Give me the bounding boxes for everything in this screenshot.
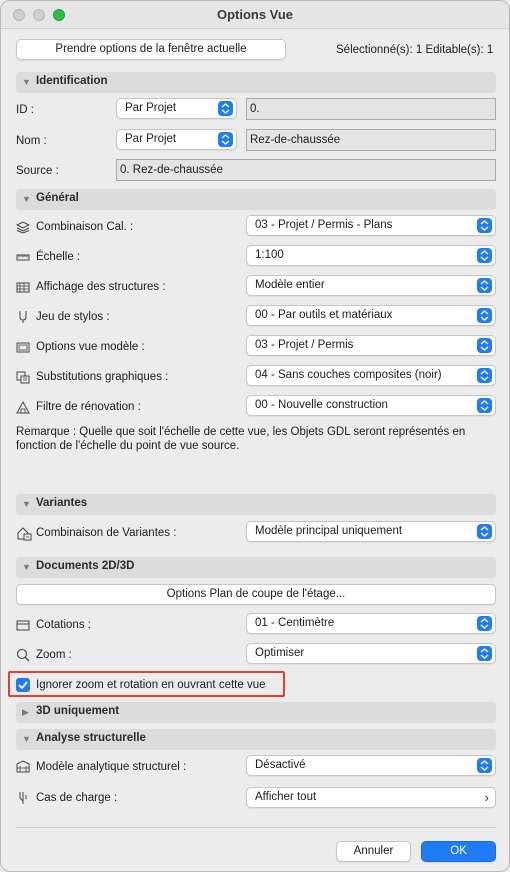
id-mode-value: Par Projet [125,102,177,114]
combinaison-variantes-select[interactable] [246,521,496,542]
up-down-stepper-icon [477,616,492,631]
graphic-override-icon [16,370,30,384]
section-3d-only[interactable] [16,702,496,723]
jeu-stylos-select[interactable] [246,305,496,326]
options-vue-modele-value: 03 - Projet / Permis [255,339,354,351]
zoom-select[interactable] [246,643,496,664]
up-down-stepper-icon [477,368,492,383]
echelle-value: 1:100 [255,249,284,261]
zoom-label: Zoom : [36,649,72,661]
substitutions-graphiques-value: 04 - Sans couches composites (noir) [255,369,442,381]
gdl-scale-remark: Remarque : Quelle que soit l'échelle de cette vue, les Objets GDL seront représentés en fonction de l'échelle du point de vue source. [16,426,466,452]
section-variantes[interactable] [16,494,496,515]
zoom-value: Optimiser [255,647,305,659]
source-value-field: 0. Rez-de-chaussée [116,159,496,181]
checkmark-icon [16,678,30,692]
affichage-structures-value: Modèle entier [255,279,325,291]
section-title: Général [36,192,79,204]
section-title: Variantes [36,497,88,509]
echelle-label: Échelle : [36,251,81,263]
analytic-model-value: Désactivé [255,759,306,771]
filtre-renovation-value: 00 - Nouvelle construction [255,399,388,411]
layers-icon [16,220,30,234]
up-down-stepper-icon [477,248,492,263]
ignore-zoom-checkbox[interactable] [16,678,30,692]
window-title: Options Vue [216,7,294,22]
name-label: Nom : [16,135,47,147]
chevron-right-icon: › [484,790,489,805]
pen-icon [16,310,30,324]
section-documents[interactable] [16,557,496,578]
up-down-stepper-icon [218,132,233,147]
cut-plane-options-button[interactable]: Options Plan de coupe de l'étage... [16,584,496,605]
section-title: Identification [36,75,108,87]
up-down-stepper-icon [477,758,492,773]
source-label: Source : [16,165,59,177]
disclosure-open-icon: ▼ [22,194,31,204]
ok-button[interactable]: OK [421,841,496,862]
take-window-options-button[interactable]: Prendre options de la fenêtre actuelle [16,39,286,60]
cotations-select[interactable] [246,613,496,634]
options-vue-modele-label: Options vue modèle : [36,341,145,353]
up-down-stepper-icon [477,398,492,413]
structure-icon [16,280,30,294]
cotations-label: Cotations : [36,619,91,631]
up-down-stepper-icon [477,218,492,233]
filtre-renovation-select[interactable] [246,395,496,416]
ignore-zoom-label: Ignorer zoom et rotation en ouvrant cette vue [36,679,266,691]
footer-divider [16,827,496,828]
affichage-structures-label: Affichage des structures : [36,281,166,293]
affichage-structures-select[interactable] [246,275,496,296]
up-down-stepper-icon [218,101,233,116]
combinaison-cal-select[interactable] [246,215,496,236]
disclosure-open-icon: ▼ [22,77,31,87]
up-down-stepper-icon [477,524,492,539]
up-down-stepper-icon [477,278,492,293]
section-identification[interactable] [16,72,496,93]
up-down-stepper-icon [477,338,492,353]
substitutions-graphiques-label: Substitutions graphiques : [36,371,169,383]
disclosure-open-icon: ▼ [22,734,31,744]
up-down-stepper-icon [477,646,492,661]
load-case-button[interactable] [246,787,496,808]
section-structural[interactable] [16,729,496,750]
title-bar [1,1,509,29]
combinaison-cal-label: Combinaison Cal. : [36,221,134,233]
cancel-button[interactable]: Annuler [336,841,411,862]
jeu-stylos-label: Jeu de stylos : [36,311,110,323]
id-mode-select[interactable] [116,98,237,119]
dimension-icon [16,618,30,632]
echelle-select[interactable] [246,245,496,266]
disclosure-open-icon: ▼ [22,562,31,572]
zoom-icon [16,648,30,662]
analytic-model-select[interactable] [246,755,496,776]
ruler-icon [16,250,30,264]
renovation-icon [16,400,30,414]
disclosure-open-icon: ▼ [22,499,31,509]
model-view-icon [16,340,30,354]
options-vue-modele-select[interactable] [246,335,496,356]
structural-model-icon [16,760,30,774]
name-mode-value: Par Projet [125,133,177,145]
cotations-value: 01 - Centimètre [255,617,335,629]
id-label: ID : [16,104,34,116]
load-case-icon [16,791,30,805]
section-general[interactable] [16,189,496,210]
analytic-model-label: Modèle analytique structurel : [36,761,187,773]
filtre-renovation-label: Filtre de rénovation : [36,401,141,413]
disclosure-closed-icon: ▶ [22,707,29,717]
combinaison-cal-value: 03 - Projet / Permis - Plans [255,219,393,231]
combinaison-variantes-label: Combinaison de Variantes : [36,527,177,539]
id-value-field[interactable]: 0. [246,98,496,120]
section-title: Analyse structurelle [36,732,146,744]
section-title: Documents 2D/3D [36,560,135,572]
section-title: 3D uniquement [36,705,120,717]
variants-icon [16,525,32,541]
load-case-value: Afficher tout [255,791,317,803]
up-down-stepper-icon [477,308,492,323]
selection-status: Sélectionné(s): 1 Editable(s): 1 [336,44,494,56]
name-mode-select[interactable] [116,129,237,150]
combinaison-variantes-value: Modèle principal uniquement [255,525,403,537]
load-case-label: Cas de charge : [36,792,118,804]
jeu-stylos-value: 00 - Par outils et matériaux [255,309,393,321]
substitutions-graphiques-select[interactable] [246,365,496,386]
name-value-field[interactable]: Rez-de-chaussée [246,129,496,151]
